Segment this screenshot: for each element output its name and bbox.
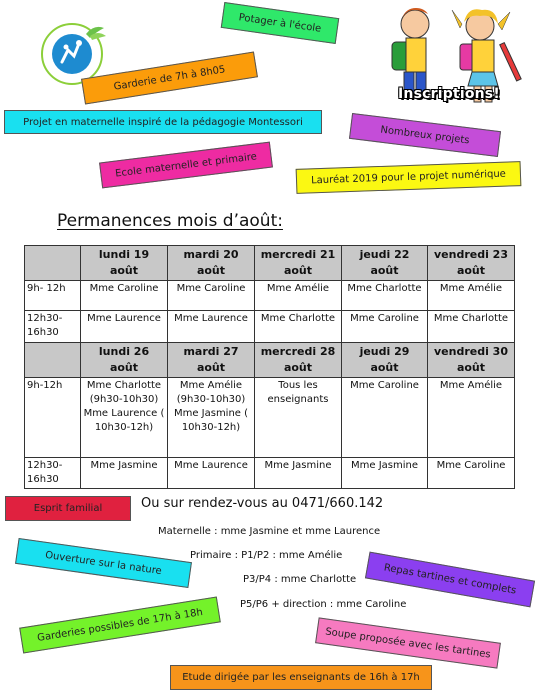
potager-tag: Potager à l'école [221,2,339,44]
garderies-tag: Garderies possibles de 17h à 18h [19,597,221,654]
day-header: lundi 19 août [81,246,168,281]
ecole-tag: Ecole maternelle et primaire [99,142,273,189]
table-cell: Mme Amélie [428,281,515,311]
day-header: vendredi 30 août [428,343,515,378]
repas-tag: Repas tartines et complets [365,552,535,608]
table-cell: Mme Charlotte [428,311,515,343]
contact-p5p6: P5/P6 + direction : mme Caroline [240,599,407,610]
header-blank [25,343,81,378]
page-heading: Permanences mois d’août: [57,211,283,231]
esprit-tag: Esprit familial [5,496,131,521]
table-row [25,378,515,458]
table-cell: Mme Amélie [255,281,342,311]
permanences-table [24,245,515,489]
day-header: vendredi 23 août [428,246,515,281]
table-cell: Mme Caroline [342,311,428,343]
inscriptions-banner: Inscriptions! [398,86,500,102]
table-cell: Mme Caroline [342,378,428,458]
time-slot: 12h30-16h30 [25,458,81,489]
day-header: jeudi 29 août [342,343,428,378]
table-cell: Mme Jasmine [81,458,168,489]
table-cell: Mme Laurence [81,311,168,343]
table-cell: Mme Amélie [428,378,515,458]
table-row [25,458,515,489]
time-slot: 12h30-16h30 [25,311,81,343]
table-cell: Mme Jasmine [342,458,428,489]
week2-header-row [25,343,515,378]
header-blank [25,246,81,281]
table-cell: Tous les enseignants [255,378,342,458]
day-header: mardi 20 août [168,246,255,281]
contact-primaire: Primaire : P1/P2 : mme Amélie [190,550,343,561]
soupe-tag: Soupe proposée avec les tartines [315,617,501,668]
table-cell: Mme Amélie (9h30-10h30) Mme Jasmine ( 10h30-12h) [168,378,255,458]
day-header: lundi 26 août [81,343,168,378]
day-header: mercredi 21 août [255,246,342,281]
table-cell: Mme Caroline [428,458,515,489]
table-cell: Mme Laurence [168,311,255,343]
week1-header-row [25,246,515,281]
montessori-tag: Projet en maternelle inspiré de la pédagogie Montessori [4,110,322,134]
table-cell: Mme Jasmine [255,458,342,489]
table-cell: Mme Laurence [168,458,255,489]
day-header: jeudi 22 août [342,246,428,281]
table-cell: Mme Caroline [168,281,255,311]
projets-tag: Nombreux projets [349,113,501,157]
table-cell: Mme Charlotte [255,311,342,343]
day-header: mercredi 28 août [255,343,342,378]
contact-maternelle: Maternelle : mme Jasmine et mme Laurence [158,526,381,537]
garderie-tag: Garderie de 7h à 8h05 [81,51,258,104]
day-header: mardi 27 août [168,343,255,378]
rdv-text: Ou sur rendez-vous au 0471/660.142 [141,496,384,511]
table-cell: Mme Charlotte [342,281,428,311]
ouverture-tag: Ouverture sur la nature [15,538,192,588]
table-row [25,281,515,311]
time-slot: 9h- 12h [25,281,81,311]
contact-p3p4: P3/P4 : mme Charlotte [243,574,357,585]
table-row [25,311,515,343]
time-slot: 9h-12h [25,378,81,458]
table-cell: Mme Charlotte (9h30-10h30) Mme Laurence ( 10h30-12h) [81,378,168,458]
etude-tag: Etude dirigée par les enseignants de 16h à 17h [170,665,432,690]
table-cell: Mme Caroline [81,281,168,311]
laureat-tag: Lauréat 2019 pour le projet numérique [296,161,522,194]
